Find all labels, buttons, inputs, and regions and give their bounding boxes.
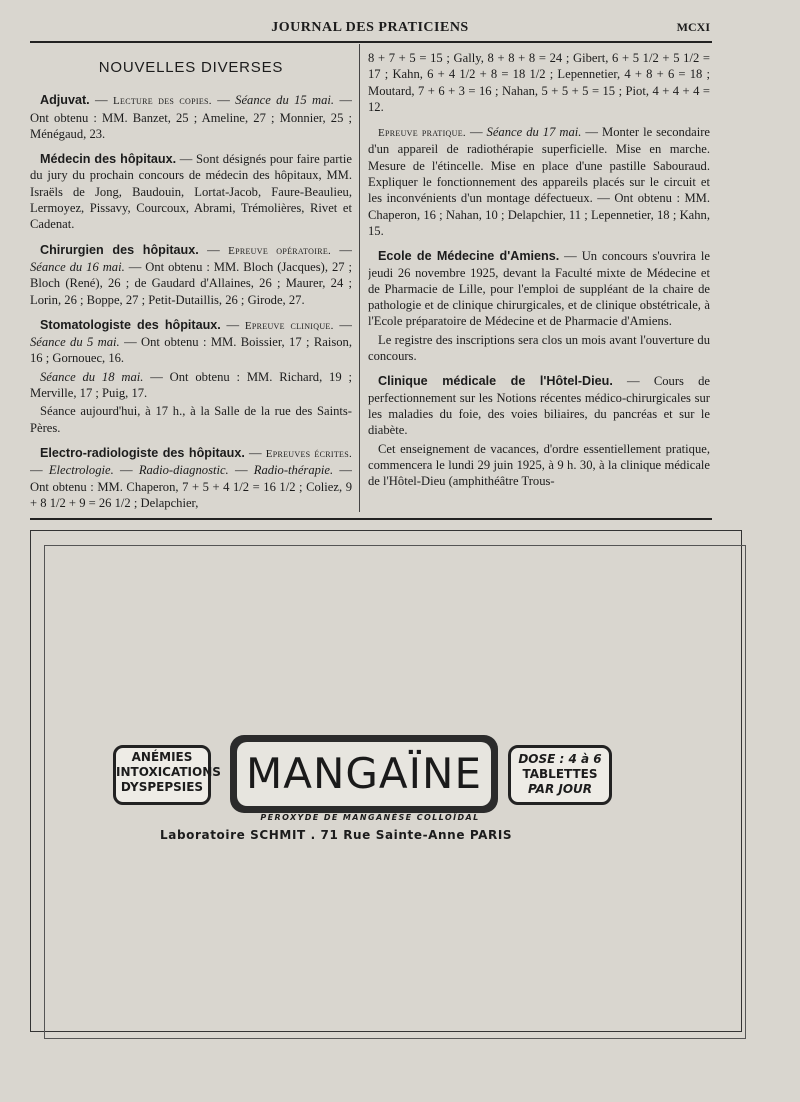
article-medecin	[30, 151, 352, 232]
right-column	[368, 50, 710, 512]
header-rule	[30, 41, 712, 43]
product-tagline: PEROXYDE DE MANGANÈSE COLLOÏDAL	[260, 813, 480, 822]
article-electro: Electro-radiologiste des hôpitaux. — Epreuves écrites. — Electrologie. — Radio-diagnostic. — Radio-thérapie. — Ont obtenu : MM. Chaperon, 7 + 5 + 4 1/2 = 16 1/2 ; Coliez, 9 + 8 1/2 + 9 = 26 1/2 ; Delapchier,	[30, 445, 352, 510]
column-divider	[359, 44, 360, 512]
article-stomatologiste: Stomatologiste des hôpitaux. — Epreuve clinique. — Séance du 5 mai. — Ont obtenu : MM. Boissier, 17 ; Raison, 16 ; Gornouec, 16.	[30, 317, 352, 366]
section-title: NOUVELLES DIVERSES	[98, 59, 284, 76]
article-text: — Ont obtenu : MM. Banzet, 25 ; Ameline, 27 ; Monnier, 25 ; Ménégaud, 23.	[30, 93, 352, 141]
article-subtitle: Lecture des copies.	[112, 95, 212, 108]
article-subtitle: Epreuves écrites.	[265, 447, 352, 460]
article-subtitle: Epreuve clinique.	[244, 319, 334, 332]
brand-name: MANGAÏNE	[245, 749, 482, 798]
article-text: — Ont obtenu : MM. Richard, 19 ; Merville, 17 ; Puig, 17.	[30, 369, 352, 401]
seance-date: Séance du 5 mai.	[30, 335, 120, 350]
article-text: — Monter le secondaire d'un appareil de radiothérapie superficielle. Mise en marche. Mesure de l'étincelle. Mise en place d'une pastille Sabouraud. Expliquer le fonctionnement des appareils placés sur le circuit et les inconvénients d'un montage défectueux. — Ont obtenu : MM. Chaperon, 16 ; Nahan, 10 ; Delapchier, 11 ; Lepennetier, 18 ; Kahn, 15.	[368, 125, 710, 238]
article-clinique	[368, 373, 710, 438]
article-text: — Ont obtenu : MM. Bloch (Jacques), 27 ; Bloch (René), 26 ; de Gaudard d'Allaines, 26 ; Maurer, 24 ; Lorin, 26 ; Boppe, 27 ; Petit-Dutaillis, 26 ; Girode, 27.	[30, 259, 352, 307]
indications-badge	[113, 745, 221, 805]
indication-item: INTOXICATIONS	[116, 765, 221, 779]
subject-radiotherapie: Radio-thérapie.	[253, 463, 334, 478]
article-heading: Chirurgien des hôpitaux.	[40, 242, 199, 257]
article-text: — Ont obtenu : MM. Boissier, 17 ; Raison, 16 ; Gornouec, 16.	[30, 335, 352, 366]
dosage-line: TABLETTES	[522, 767, 598, 781]
article-text: — Sont désignés pour faire partie du jury du prochain concours de médecin des hôpitaux, MM. Israëls de Jong, Baudouin, Lortat-Jacob, Faure-Beaulieu, Lermoyez, Pissavy, Courcoux, Abrami, Trémolières, Rivet et Cadenat.	[30, 152, 352, 232]
article-clinique-2: Cet enseignement de vacances, d'ordre essentiellement pratique, commencera le lundi 29 juin 1925, à 9 h. 30, à la clinique médicale de l'Hôtel-Dieu (amphithéâtre Trous-	[368, 441, 710, 489]
article-heading: Stomatologiste des hôpitaux.	[40, 317, 221, 332]
indication-item: DYSPEPSIES	[120, 780, 204, 794]
article-text: — Ont obtenu : MM. Chaperon, 7 + 5 + 4 1/2 = 16 1/2 ; Coliez, 9 + 8 1/2 + 9 = 26 1/2 ; Delapchier,	[30, 463, 352, 510]
subject-radio-diagnostic: Radio-diagnostic.	[138, 463, 229, 478]
subject-electrologie: Electrologie.	[48, 463, 114, 478]
seance-date: Séance du 16 mai.	[30, 259, 125, 274]
seance-date: Séance du 17 mai.	[486, 125, 582, 140]
left-column	[30, 50, 352, 512]
article-stomatologiste-2	[30, 369, 352, 402]
article-text: — Un concours s'ouvrira le jeudi 26 novembre 1925, devant la Faculté mixte de Médecine et de Pharmacie de Lille, pour l'emploi de suppléant de la chaire de pathologie et de clinique chirurgicales, et de clinique obstétricale, à l'Ecole préparatoire de Médecine et de Pharmacie d'Amiens.	[368, 249, 710, 329]
dosage-line: DOSE : 4 à 6	[518, 752, 602, 766]
article-stomatologiste-3: Séance aujourd'hui, à 17 h., à la Salle de la rue des Saints-Pères.	[30, 404, 352, 435]
article-subtitle: Epreuve opératoire.	[228, 244, 332, 257]
article-heading: Clinique médicale de l'Hôtel-Dieu.	[378, 374, 613, 389]
article-heading: Ecole de Médecine d'Amiens.	[378, 249, 560, 264]
journal-title: JOURNAL DES PRATICIENS	[271, 20, 469, 35]
laboratory-address: Laboratoire SCHMIT . 71 Rue Sainte-Anne PARIS	[160, 828, 513, 842]
indication-item: ANÉMIES	[131, 750, 193, 764]
article-adjuvat: Adjuvat. — Lecture des copies. — Séance du 15 mai. — Ont obtenu : MM. Banzet, 25 ; Ameline, 27 ; Monnier, 25 ; Ménégaud, 23.	[30, 93, 352, 141]
article-text: — Cours de perfectionnement sur les Notions récentes médico-chirurgicales sur les maladies du foie, des voies biliaires, du pancréas et sur le diabète.	[368, 374, 710, 438]
brand-logo-frame	[230, 735, 498, 813]
article-amiens	[368, 248, 710, 329]
section-rule	[30, 518, 712, 520]
page-number: MCXI	[676, 20, 710, 34]
article-heading: Adjuvat.	[40, 93, 90, 108]
article-chirurgien: Chirurgien des hôpitaux. — Epreuve opératoire. — Séance du 16 mai. — Ont obtenu : MM. Bloch (Jacques), 27 ; Bloch (René), 26 ; de Gaudard d'Allaines, 26 ; Maurer, 24 ; Lorin, 26 ; Boppe, 27 ; Petit-Dutaillis, 26 ; Girode, 27.	[30, 242, 352, 307]
page-header	[30, 20, 710, 42]
article-heading: Médecin des hôpitaux.	[40, 152, 177, 167]
seance-date: Séance du 15 mai.	[235, 93, 335, 108]
article-epreuve-pratique: Epreuve pratique. — Séance du 17 mai. — Monter le secondaire d'un appareil de radiothérapie superficielle. Mise en marche. Mesure de l'étincelle. Mise en place d'une pastille Sabouraud. Expliquer le fonctionnement des appareils placés sur le circuit et les inconvénients d'un montage défectueux. — Ont obtenu : MM. Chaperon, 16 ; Nahan, 10 ; Delapchier, 11 ; Lepennetier, 18 ; Kahn, 15.	[368, 125, 710, 238]
dosage-badge	[508, 745, 612, 805]
article-amiens-2: Le registre des inscriptions sera clos un mois avant l'ouverture du concours.	[368, 332, 710, 364]
article-subtitle: Epreuve pratique.	[378, 127, 466, 140]
dosage-line: PAR JOUR	[527, 782, 593, 796]
seance-date: Séance du 18 mai.	[40, 369, 144, 384]
article-heading: Electro-radiologiste des hôpitaux.	[40, 445, 245, 460]
article-electro-continued: 8 + 7 + 5 = 15 ; Gally, 8 + 8 + 8 = 24 ; Gibert, 6 + 5 1/2 + 5 1/2 = 17 ; Kahn, 6 + 4 1/2 + 8 = 18 1/2 ; Lepennetier, 4 + 8 + 6 = 18 ; Moutard, 7 + 6 + 3 = 16 ; Nahan, 5 + 5 + 5 = 15 ; Piot, 4 + 4 + 4 = 12.	[368, 51, 710, 114]
